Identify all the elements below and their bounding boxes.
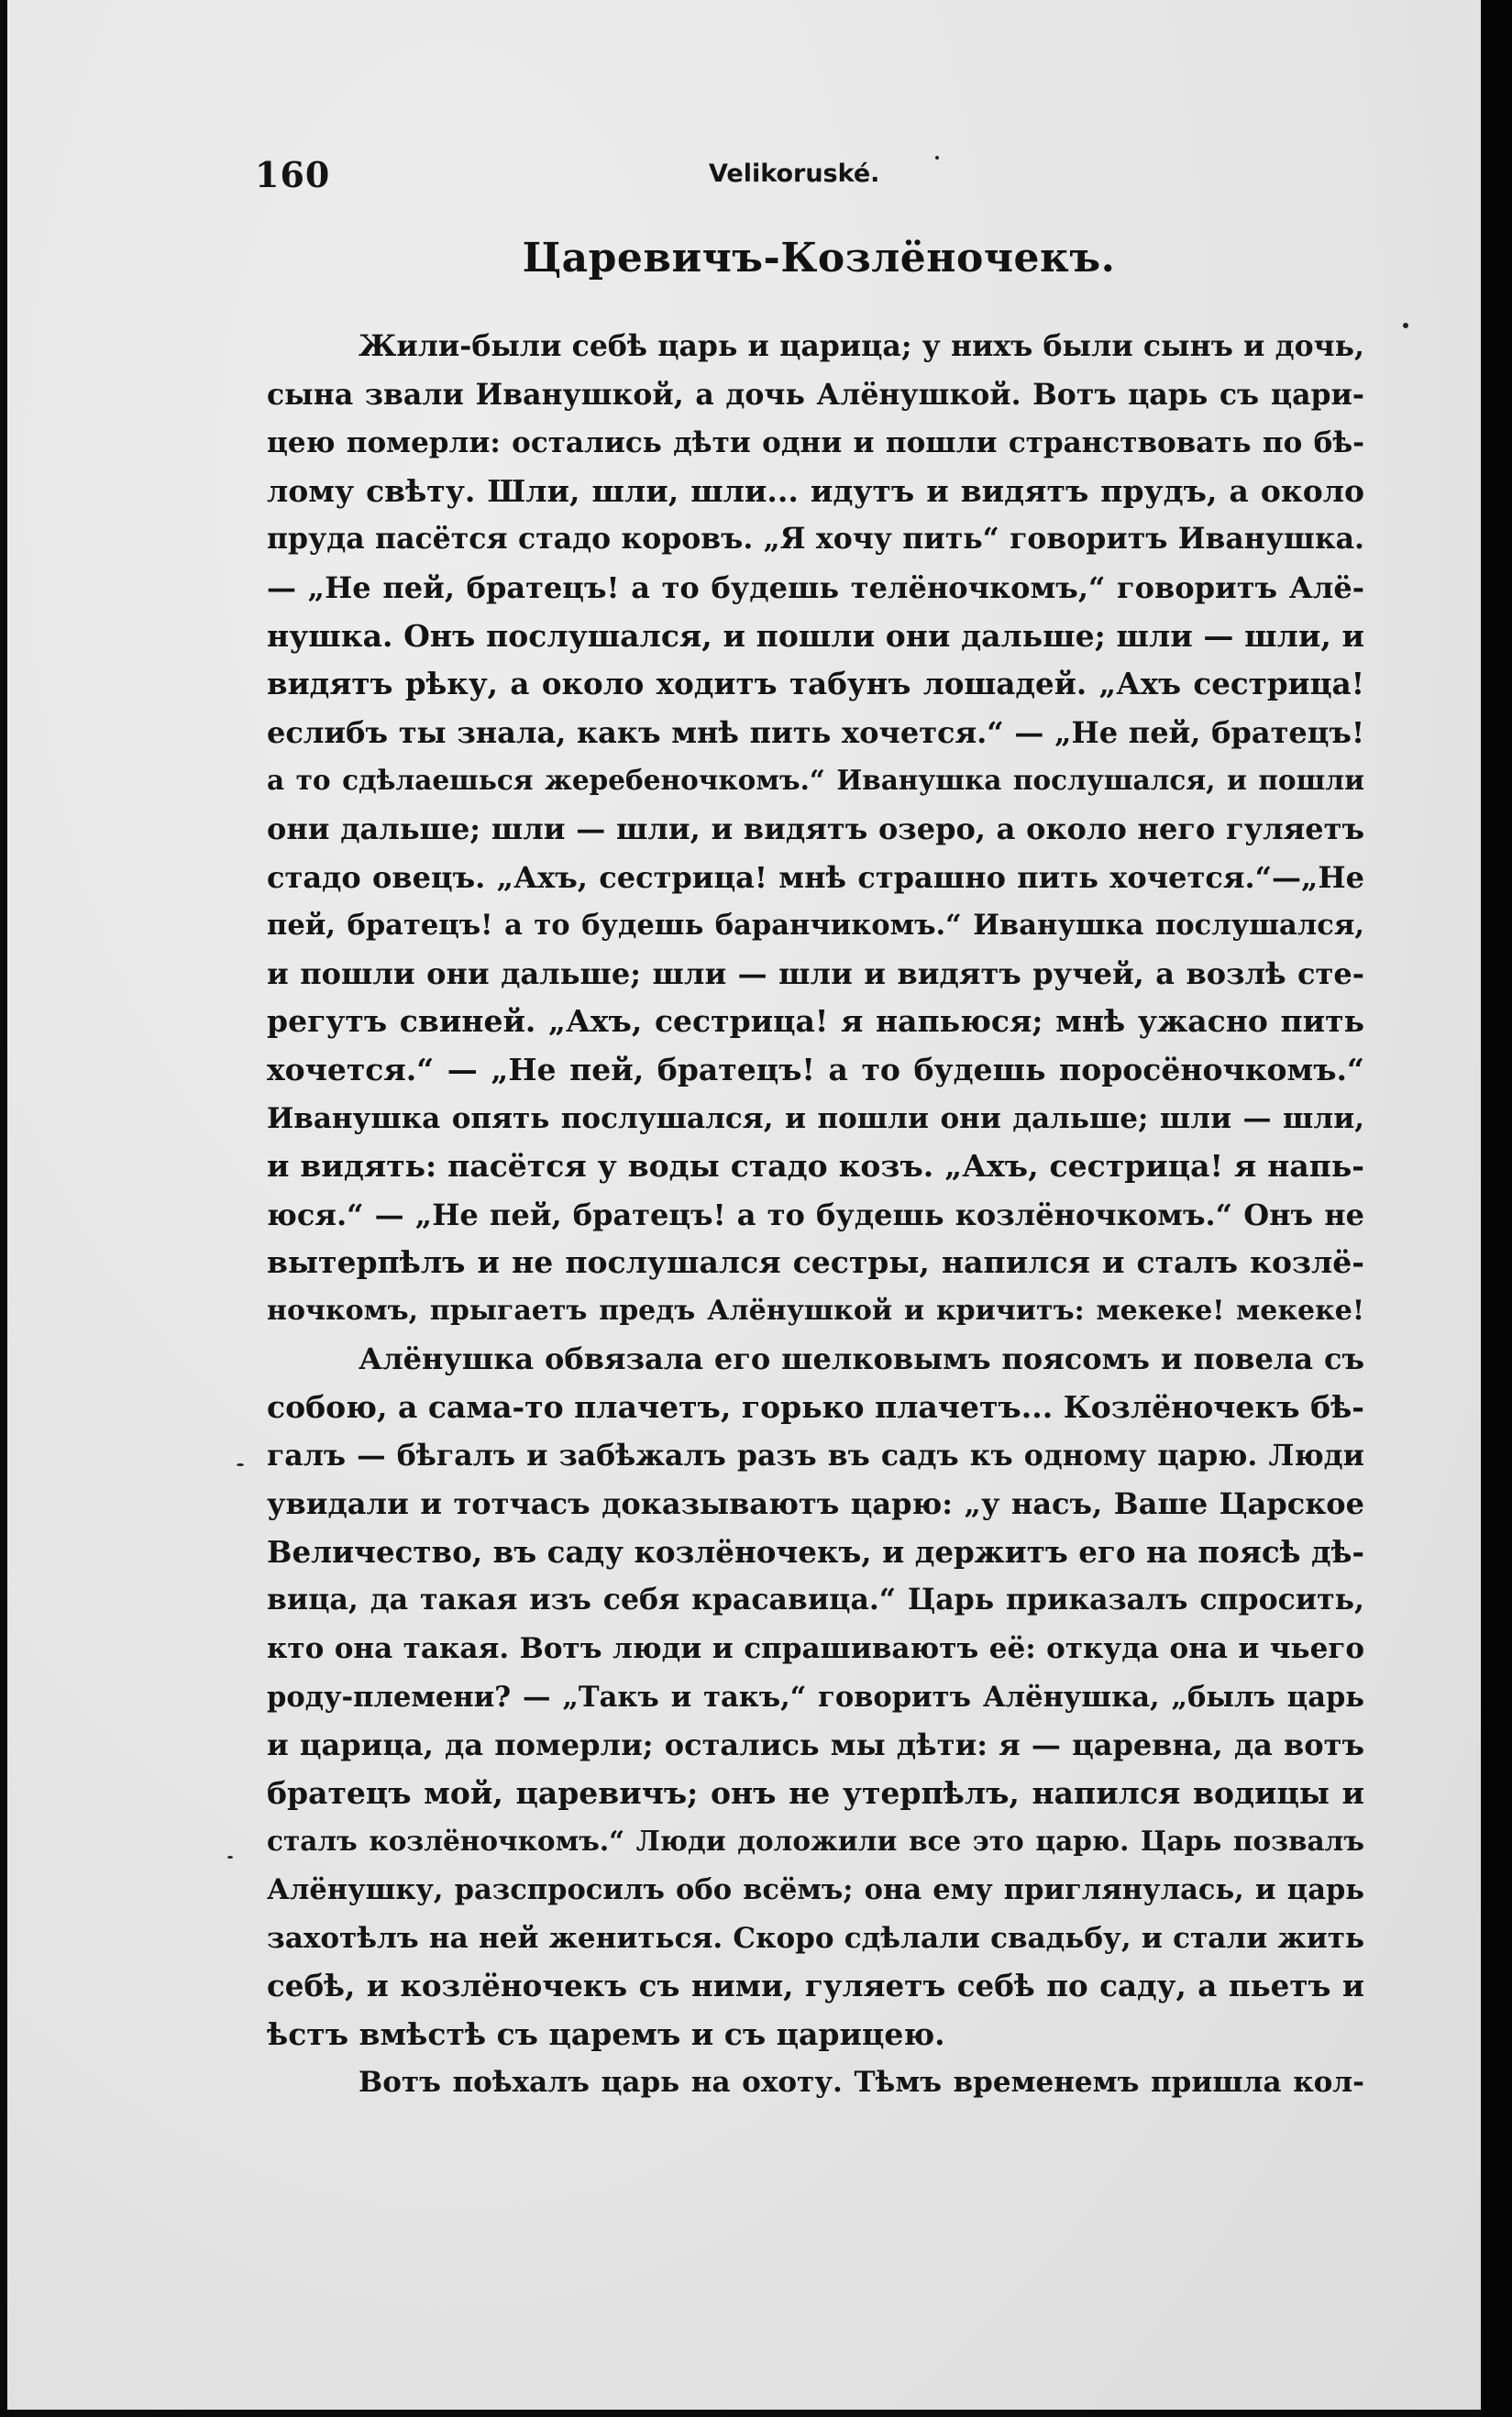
text-line: роду-племени? — „Такъ и такъ,“ говоритъ Алёнушка, „былъ царь bbox=[267, 1680, 1364, 1714]
running-head bbox=[255, 154, 1383, 200]
text-line: Вотъ поѣхалъ царь на охоту. Тѣмъ временемъ пришла кол- bbox=[359, 2066, 1364, 2100]
scan-speck bbox=[227, 1856, 233, 1859]
text-line: юся.“ — „Не пей, братецъ! а то будешь козлёночкомъ.“ Онъ не bbox=[267, 1197, 1364, 1232]
text-line: нушка. Онъ послушался, и пошли они дальше; шли — шли, и bbox=[267, 617, 1364, 654]
text-line: и видять: пасётся у воды стадо козъ. „Ахъ, сестрица! я напь- bbox=[267, 1148, 1364, 1185]
text-line: — „Не пей, братецъ! а то будешь телёночкомъ,“ говоритъ Алё- bbox=[267, 569, 1364, 605]
text-line: лому свѣту. Шли, шли, шли... идутъ и видятъ прудъ, а около bbox=[267, 472, 1364, 509]
text-line: а то сдѣлаешься жеребеночкомъ.“ Иванушка послушался, и пошли bbox=[267, 764, 1364, 797]
scan-edge bbox=[1481, 0, 1512, 2417]
text-line: пруда пасётся стадо коровъ. „Я хочу пить“ говоритъ Иванушка. bbox=[267, 522, 1364, 557]
text-line: кто она такая. Вотъ люди и спрашиваютъ её: откуда она и чьего bbox=[267, 1632, 1364, 1666]
text-line: Иванушка опять послушался, и пошли они дальше; шли — шли, bbox=[267, 1101, 1364, 1135]
text-line: и царица, да померли; остались мы дѣти: я — царевна, да вотъ bbox=[267, 1727, 1364, 1763]
text-line: сталъ козлёночкомъ.“ Люди доложили все это царю. Царь позвалъ bbox=[267, 1825, 1364, 1858]
scanned-page bbox=[7, 0, 1496, 2410]
text-line: ѣстъ вмѣстѣ съ царемъ и съ царицею. bbox=[267, 2015, 945, 2052]
text-line: вица, да такая изъ себя красавица.“ Царь приказалъ спросить, bbox=[267, 1583, 1364, 1617]
text-line: цею померли: остались дѣти одни и пошли странствовать по бѣ- bbox=[267, 426, 1364, 460]
text-line: себѣ, и козлёночекъ съ ними, гуляетъ себѣ по саду, а пьетъ и bbox=[267, 1968, 1364, 2004]
scan-speck bbox=[935, 156, 939, 160]
text-line: хочется.“ — „Не пей, братецъ! а то будешь поросёночкомъ.“ bbox=[267, 1051, 1364, 1087]
text-line: еслибъ ты знала, какъ мнѣ пить хочется.“ — „Не пей, братецъ! bbox=[267, 714, 1364, 750]
text-line: захотѣлъ на ней жениться. Скоро сдѣлали свадьбу, и стали жить bbox=[267, 1921, 1364, 1955]
scan-speck bbox=[237, 1463, 244, 1466]
text-line: Алёнушку, разспросилъ обо всёмъ; она ему приглянулась, и царь bbox=[267, 1873, 1364, 1906]
text-line: собою, а сама-то плачетъ, горько плачетъ... Козлёночекъ бѣ- bbox=[267, 1389, 1364, 1426]
text-line: Величество, въ саду козлёночекъ, и держитъ его на поясѣ дѣ- bbox=[267, 1533, 1364, 1570]
text-line: видятъ рѣку, а около ходитъ табунъ лошадей. „Ахъ сестрица! bbox=[267, 666, 1364, 702]
scan-speck bbox=[1403, 323, 1408, 328]
text-line: сына звали Иванушкой, а дочь Алёнушкой. Вотъ царь съ цари- bbox=[267, 377, 1364, 412]
text-line: вытерпѣлъ и не послушался сестры, напился и сталъ козлё- bbox=[267, 1244, 1364, 1281]
running-head-title: Velikoruské. bbox=[709, 160, 880, 188]
page-number: 160 bbox=[255, 154, 331, 195]
text-line: братецъ мой, царевичъ; онъ не утерпѣлъ, напился водицы и bbox=[267, 1774, 1364, 1811]
text-line: увидали и тотчасъ доказываютъ царю: „у насъ, Ваше Царское bbox=[267, 1486, 1364, 1522]
text-line: Алёнушка обвязала его шелковымъ поясомъ и повела съ bbox=[359, 1341, 1364, 1377]
text-line: Жили-были себѣ царь и царица; у нихъ были сынъ и дочь, bbox=[359, 329, 1364, 363]
story-title: Царевичъ‑Козлёночекъ. bbox=[522, 235, 1116, 281]
text-line: стадо овецъ. „Ахъ, сестрица! мнѣ страшно пить хочется.“—„Не bbox=[267, 859, 1364, 895]
story-body bbox=[267, 323, 1364, 2107]
text-line: регутъ свиней. „Ахъ, сестрица! я напьюся; мнѣ ужасно пить bbox=[267, 1003, 1364, 1040]
text-line: галъ — бѣгалъ и забѣжалъ разъ въ садъ къ одному царю. Люди bbox=[267, 1438, 1364, 1473]
text-line: они дальше; шли — шли, и видятъ озеро, а около него гуляетъ bbox=[267, 811, 1364, 846]
text-line: и пошли они дальше; шли — шли и видятъ ручей, а возлѣ сте- bbox=[267, 955, 1364, 991]
text-line: пей, братецъ! а то будешь баранчикомъ.“ Иванушка послушался, bbox=[267, 909, 1364, 943]
text-line: ночкомъ, прыгаетъ предъ Алёнушкой и кричитъ: мекеке! мекеке! bbox=[267, 1294, 1364, 1327]
